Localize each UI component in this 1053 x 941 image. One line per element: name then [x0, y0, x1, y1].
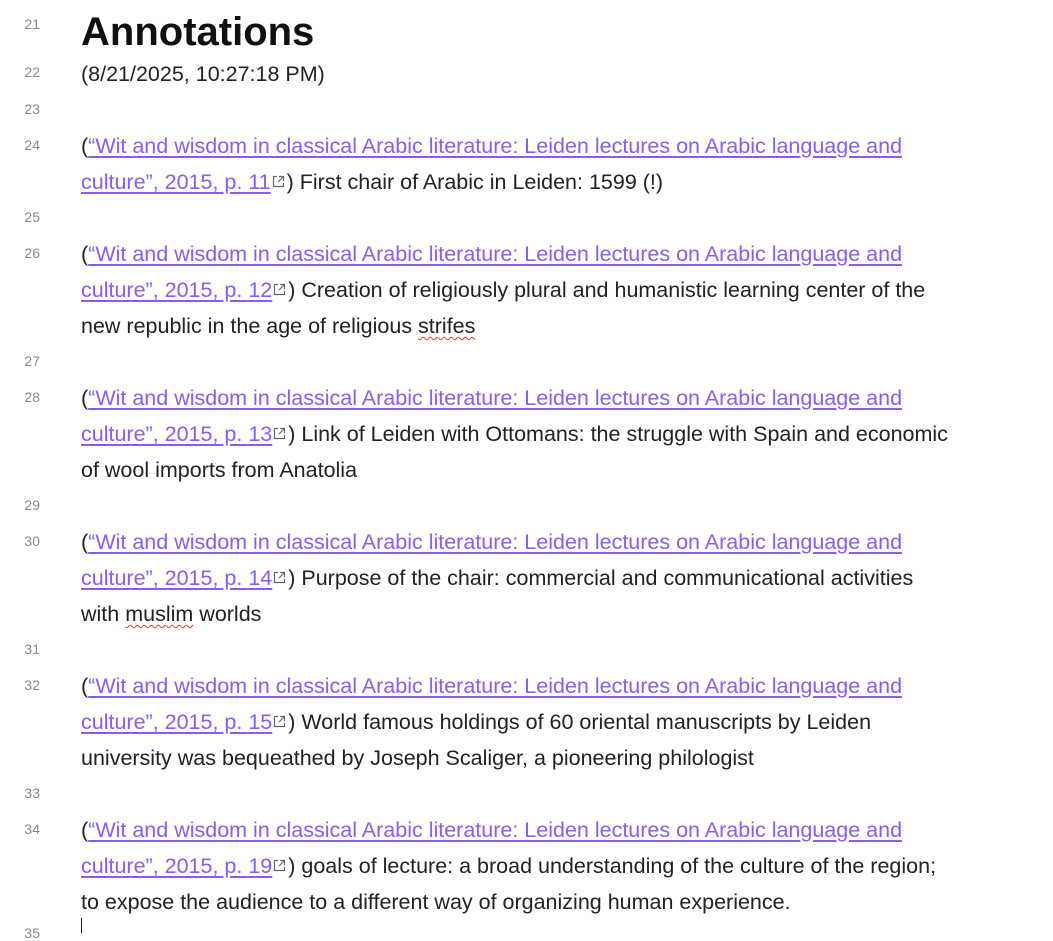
line-number: 27 [24, 353, 40, 369]
misspelled-word[interactable]: strifes [418, 314, 476, 338]
external-link-icon[interactable] [273, 571, 286, 584]
citation-link[interactable]: “Wit and wisdom in classical Arabic literature: Leiden lectures on Arabic language and culture”, 2015, p. 11 [81, 134, 903, 194]
annotation-item: (“Wit and wisdom in classical Arabic literature: Leiden lectures on Arabic language and culture”, 2015, p. 19 ) goals of lecture: a broad understanding of the culture of the region; to expose the audience to a different way of organizing human experience. [81, 818, 937, 914]
line-number: 24 [24, 137, 40, 153]
line-number: 28 [24, 389, 40, 405]
annotation-item: (“Wit and wisdom in classical Arabic literature: Leiden lectures on Arabic language and culture”, 2015, p. 12 ) Creation of religiously plural and humanistic learning center of the new republic in the age of religious strifes [81, 242, 926, 338]
line-number: 33 [24, 785, 40, 801]
external-link-icon[interactable] [273, 859, 286, 872]
line-number: 30 [24, 533, 40, 549]
citation-link[interactable]: “Wit and wisdom in classical Arabic literature: Leiden lectures on Arabic language and culture”, 2015, p. 13 [81, 386, 903, 446]
citation-link[interactable]: “Wit and wisdom in classical Arabic literature: Leiden lectures on Arabic language and culture”, 2015, p. 14 [81, 530, 903, 590]
line-number: 29 [24, 497, 40, 513]
line-number: 23 [24, 101, 40, 117]
misspelled-word[interactable]: muslim [125, 602, 194, 626]
line-number: 34 [24, 821, 40, 837]
annotation-item: (“Wit and wisdom in classical Arabic literature: Leiden lectures on Arabic language and culture”, 2015, p. 13 ) Link of Leiden with Ottomans: the struggle with Spain and economic of wool imports from Anatolia [81, 386, 948, 482]
page-title: Annotations [81, 10, 315, 54]
annotation-item: (“Wit and wisdom in classical Arabic literature: Leiden lectures on Arabic language and culture”, 2015, p. 11 ) First chair of Arabic in Leiden: 1599 (!) [81, 134, 903, 194]
citation-link[interactable]: “Wit and wisdom in classical Arabic literature: Leiden lectures on Arabic language and culture”, 2015, p. 12 [81, 242, 903, 302]
timestamp: (8/21/2025, 10:27:18 PM) [81, 62, 325, 86]
annotation-item: (“Wit and wisdom in classical Arabic literature: Leiden lectures on Arabic language and culture”, 2015, p. 14 ) Purpose of the chair: commercial and communicational activities with muslim worlds [81, 530, 914, 626]
line-number: 35 [24, 925, 40, 941]
line-number: 25 [24, 209, 40, 225]
line-number: 32 [24, 677, 40, 693]
annotation-item: (“Wit and wisdom in classical Arabic literature: Leiden lectures on Arabic language and culture”, 2015, p. 15 ) World famous holdings of 60 oriental manuscripts by Leiden university was bequeathed by Joseph Scaliger, a pioneering philologist [81, 674, 903, 770]
external-link-icon[interactable] [273, 427, 286, 440]
line-number: 26 [24, 245, 40, 261]
line-number: 21 [24, 16, 40, 32]
line-number: 22 [24, 64, 40, 80]
citation-link[interactable]: “Wit and wisdom in classical Arabic literature: Leiden lectures on Arabic language and culture”, 2015, p. 19 [81, 818, 903, 878]
external-link-icon[interactable] [273, 715, 286, 728]
external-link-icon[interactable] [273, 283, 286, 296]
text-cursor [81, 918, 82, 933]
external-link-icon[interactable] [272, 175, 285, 188]
citation-link[interactable]: “Wit and wisdom in classical Arabic literature: Leiden lectures on Arabic language and culture”, 2015, p. 15 [81, 674, 903, 734]
line-number: 31 [24, 641, 40, 657]
